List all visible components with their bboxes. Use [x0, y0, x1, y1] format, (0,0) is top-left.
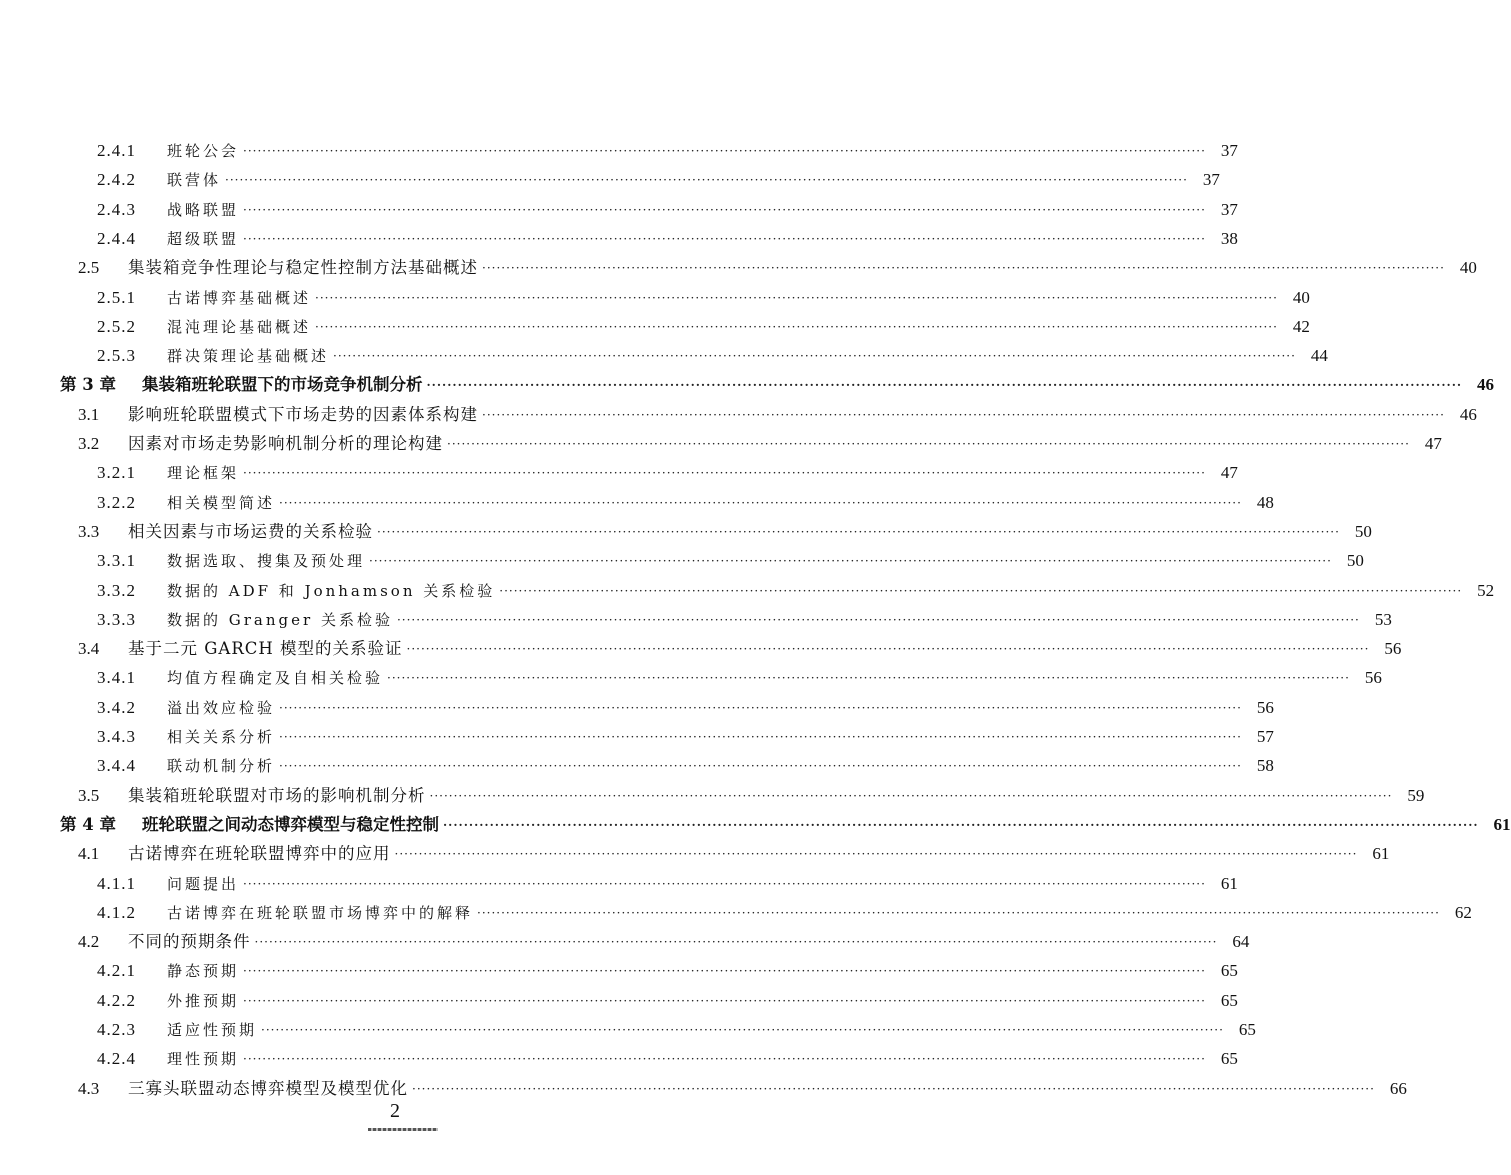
toc-entry-number: 3.5	[78, 785, 100, 805]
dot-leader: ········································································································································································································	[377, 524, 1340, 539]
toc-entry-title: 数据选取、搜集及预处理	[167, 552, 366, 571]
toc-entry-title: 相关关系分析	[167, 728, 276, 746]
toc-entry-title: 班轮公会	[167, 142, 240, 160]
toc-entry-page: 50	[1354, 521, 1372, 541]
dot-leader: ········································································································································································································	[482, 261, 1445, 276]
toc-entry-number: 3.4.2	[97, 697, 136, 717]
toc-entry-page: 53	[1374, 609, 1392, 629]
dot-leader: ········································································································································································································	[279, 759, 1242, 774]
toc-entry-page: 37	[1202, 170, 1220, 190]
toc-entry-title: 古诺博弈在班轮联盟市场博弈中的解释	[167, 903, 474, 922]
toc-entry	[0, 840, 1390, 868]
toc-entry-page: 46	[1459, 404, 1477, 424]
toc-entry-page: 40	[1459, 258, 1477, 278]
dot-leader: ········································································································································································································	[243, 993, 1206, 1008]
toc-entry	[0, 518, 1372, 546]
toc-entry-page: 62	[1454, 902, 1472, 922]
toc-entry-title: 战略联盟	[167, 200, 240, 219]
dot-leader: ········································································································································································································	[369, 554, 1332, 569]
toc-entry	[0, 752, 1274, 780]
toc-entry-number: 第 4 章	[60, 814, 116, 834]
toc-entry-number: 3.3	[78, 521, 100, 541]
toc-entry-title: 数据的 Granger 关系检验	[167, 610, 393, 629]
toc-entry-number: 3.1	[78, 404, 100, 424]
toc-entry-page: 58	[1256, 756, 1274, 776]
toc-entry-number: 4.2.2	[97, 990, 136, 1010]
dot-leader: ········································································································································································································	[243, 466, 1206, 481]
toc-entry-page: 56	[1364, 668, 1382, 688]
toc-entry-page: 42	[1292, 316, 1310, 336]
toc-entry-number: 第 3 章	[60, 375, 116, 395]
toc-entry	[0, 928, 1250, 956]
toc-entry-title: 溢出效应检验	[167, 698, 276, 717]
toc-entry	[0, 899, 1472, 927]
toc-entry-title: 影响班轮联盟模式下市场走势的因素体系构建	[128, 404, 478, 424]
toc-entry-number: 3.4.1	[97, 668, 136, 688]
toc-entry-number: 3.4	[78, 639, 100, 659]
dot-leader: ········································································································································································································	[429, 788, 1393, 803]
toc-entry	[0, 166, 1220, 194]
toc-entry-number: 2.4.3	[97, 199, 136, 219]
toc-entry	[0, 225, 1238, 253]
toc-entry-page: 57	[1256, 727, 1274, 746]
toc-entry-title: 群决策理论基础概述	[167, 347, 330, 366]
dot-leader: ········································································································································································································	[426, 378, 1463, 393]
dot-leader: ········································································································································································································	[243, 1052, 1206, 1067]
toc-entry-number: 3.4.3	[97, 727, 136, 746]
toc-entry	[0, 782, 1425, 810]
toc-entry-title: 理论框架	[167, 464, 240, 483]
toc-entry-page: 64	[1232, 932, 1250, 952]
toc-entry-title: 联营体	[167, 171, 222, 190]
toc-entry-page: 48	[1256, 492, 1274, 512]
toc-entry-number: 3.3.1	[97, 551, 136, 571]
toc-entry-title: 均值方程确定及自相关检验	[167, 669, 384, 688]
footer-rule	[368, 1128, 438, 1131]
dot-leader: ········································································································································································································	[443, 817, 1479, 832]
toc-entry	[0, 577, 1495, 605]
toc-entry-page: 65	[1220, 961, 1238, 981]
toc-entry-title: 基于二元 GARCH 模型的关系验证	[128, 639, 403, 659]
toc-entry-number: 4.2	[78, 932, 100, 952]
toc-entry-page: 66	[1389, 1078, 1407, 1098]
toc-entry	[0, 957, 1238, 985]
dot-leader: ········································································································································································································	[243, 144, 1206, 158]
toc-entry-number: 3.3.2	[97, 580, 136, 600]
toc-chapter-entry	[0, 371, 1495, 399]
dot-leader: ········································································································································································································	[477, 905, 1440, 920]
toc-entry-title: 超级联盟	[167, 229, 240, 248]
dot-leader: ········································································································································································································	[315, 290, 1278, 305]
toc-chapter-entry	[0, 811, 1511, 839]
toc-entry	[0, 1045, 1238, 1073]
toc-entry-page: 44	[1310, 346, 1328, 366]
toc-entry-title: 混沌理论基础概述	[167, 317, 312, 336]
dot-leader: ········································································································································································································	[243, 964, 1206, 979]
dot-leader: ········································································································································································································	[412, 1081, 1375, 1096]
toc-entry-page: 59	[1407, 785, 1425, 805]
dot-leader: ········································································································································································································	[279, 495, 1242, 510]
dot-leader: ········································································································································································································	[254, 935, 1218, 950]
toc-entry-number: 2.4.4	[97, 228, 136, 248]
toc-entry-page: 37	[1220, 141, 1238, 160]
toc-entry-title: 静态预期	[167, 962, 240, 981]
toc-entry-number: 4.2.3	[97, 1020, 136, 1039]
toc-entry-title: 三寡头联盟动态博弈模型及模型优化	[128, 1078, 408, 1098]
toc-entry-number: 4.1.2	[97, 902, 136, 922]
toc-entry-title: 相关模型简述	[167, 493, 276, 512]
dot-leader: ········································································································································································································	[499, 583, 1463, 598]
toc-entry-title: 班轮联盟之间动态博弈模型与稳定性控制	[142, 814, 439, 834]
toc-entry-title: 古诺博弈基础概述	[167, 288, 312, 307]
toc-entry	[0, 254, 1477, 282]
dot-leader: ········································································································································································································	[315, 319, 1278, 334]
dot-leader: ········································································································································································································	[243, 202, 1206, 217]
toc-entry-page: 40	[1292, 287, 1310, 307]
dot-leader: ········································································································································································································	[387, 671, 1350, 686]
toc-entry-page: 65	[1220, 1049, 1238, 1069]
toc-entry	[0, 987, 1238, 1015]
toc-entry	[0, 547, 1364, 575]
toc-entry	[0, 137, 1238, 165]
dot-leader: ········································································································································································································	[447, 437, 1410, 451]
toc-entry	[0, 635, 1402, 663]
dot-leader: ········································································································································································································	[279, 700, 1242, 715]
toc-entry-page: 50	[1346, 551, 1364, 571]
toc-entry-title: 集装箱班轮联盟下的市场竞争机制分析	[142, 375, 423, 395]
toc-entry-title: 不同的预期条件	[128, 932, 251, 952]
toc-entry	[0, 664, 1382, 692]
toc-entry-page: 47	[1424, 434, 1442, 453]
toc-entry-number: 3.4.4	[97, 756, 136, 776]
dot-leader: ········································································································································································································	[394, 847, 1358, 862]
toc-entry	[0, 1016, 1256, 1044]
toc-entry-title: 集装箱竞争性理论与稳定性控制方法基础概述	[128, 258, 478, 278]
toc-entry-number: 3.3.3	[97, 609, 136, 629]
toc-entry	[0, 870, 1238, 898]
toc-entry-number: 3.2	[78, 434, 100, 453]
toc-entry-title: 数据的 ADF 和 Jonhamson 关系检验	[167, 581, 496, 600]
toc-entry	[0, 723, 1274, 751]
toc-entry-page: 61	[1372, 844, 1390, 864]
toc-entry-page: 52	[1477, 580, 1495, 600]
toc-entry	[0, 1075, 1407, 1103]
toc-entry-number: 3.2.1	[97, 463, 136, 483]
toc-entry-page: 38	[1220, 228, 1238, 248]
toc-entry-title: 集装箱班轮联盟对市场的影响机制分析	[128, 785, 426, 805]
toc-entry-number: 2.5.3	[97, 346, 136, 366]
toc-entry-page: 47	[1220, 463, 1238, 483]
dot-leader: ········································································································································································································	[482, 407, 1445, 422]
toc-entry	[0, 401, 1477, 429]
toc-entry	[0, 606, 1392, 634]
dot-leader: ········································································································································································································	[333, 349, 1296, 364]
toc-entry-page: 65	[1238, 1020, 1256, 1039]
toc-entry-title: 理性预期	[167, 1050, 240, 1069]
toc-entry-title: 外推预期	[167, 991, 240, 1010]
toc-entry	[0, 694, 1274, 722]
toc-entry	[0, 196, 1238, 224]
toc-entry-number: 2.5.1	[97, 287, 136, 307]
toc-entry	[0, 313, 1310, 341]
dot-leader: ········································································································································································································	[225, 173, 1188, 188]
toc-entry	[0, 489, 1274, 517]
dot-leader: ········································································································································································································	[243, 231, 1206, 246]
toc-entry-page: 65	[1220, 990, 1238, 1010]
dot-leader: ········································································································································································································	[406, 642, 1370, 657]
toc-entry	[0, 342, 1328, 370]
toc-entry-page: 61	[1220, 873, 1238, 893]
toc-entry-number: 4.2.4	[97, 1049, 136, 1069]
toc-entry-page: 46	[1477, 375, 1495, 395]
toc-entry-number: 2.5.2	[97, 316, 136, 336]
toc-entry-page: 61	[1493, 814, 1511, 834]
toc-entry-page: 37	[1220, 199, 1238, 219]
toc-entry-number: 4.2.1	[97, 961, 136, 981]
page-number: 2	[390, 1100, 400, 1122]
toc-entry	[0, 284, 1310, 312]
toc-entry-page: 56	[1384, 639, 1402, 659]
toc-entry-title: 相关因素与市场运费的关系检验	[128, 521, 373, 541]
toc-entry-number: 2.4.2	[97, 170, 136, 190]
toc-entry-number: 2.4.1	[97, 141, 136, 160]
toc-entry-title: 因素对市场走势影响机制分析的理论构建	[128, 434, 443, 453]
dot-leader: ········································································································································································································	[396, 612, 1360, 627]
toc-entry-title: 联动机制分析	[167, 757, 276, 776]
toc-entry-number: 4.3	[78, 1078, 100, 1098]
dot-leader: ········································································································································································································	[279, 730, 1242, 744]
toc-entry-title: 问题提出	[167, 874, 240, 893]
dot-leader: ········································································································································································································	[243, 876, 1206, 891]
toc-entry-title: 适应性预期	[167, 1021, 258, 1039]
toc-entry-number: 2.5	[78, 258, 100, 278]
toc-entry	[0, 430, 1442, 458]
toc-entry-number: 4.1.1	[97, 873, 136, 893]
toc-entry	[0, 459, 1238, 487]
toc-entry-number: 4.1	[78, 844, 100, 864]
toc-entry-page: 56	[1256, 697, 1274, 717]
toc-entry-title: 古诺博弈在班轮联盟博弈中的应用	[128, 844, 391, 864]
dot-leader: ········································································································································································································	[261, 1023, 1224, 1037]
toc-entry-number: 3.2.2	[97, 492, 136, 512]
